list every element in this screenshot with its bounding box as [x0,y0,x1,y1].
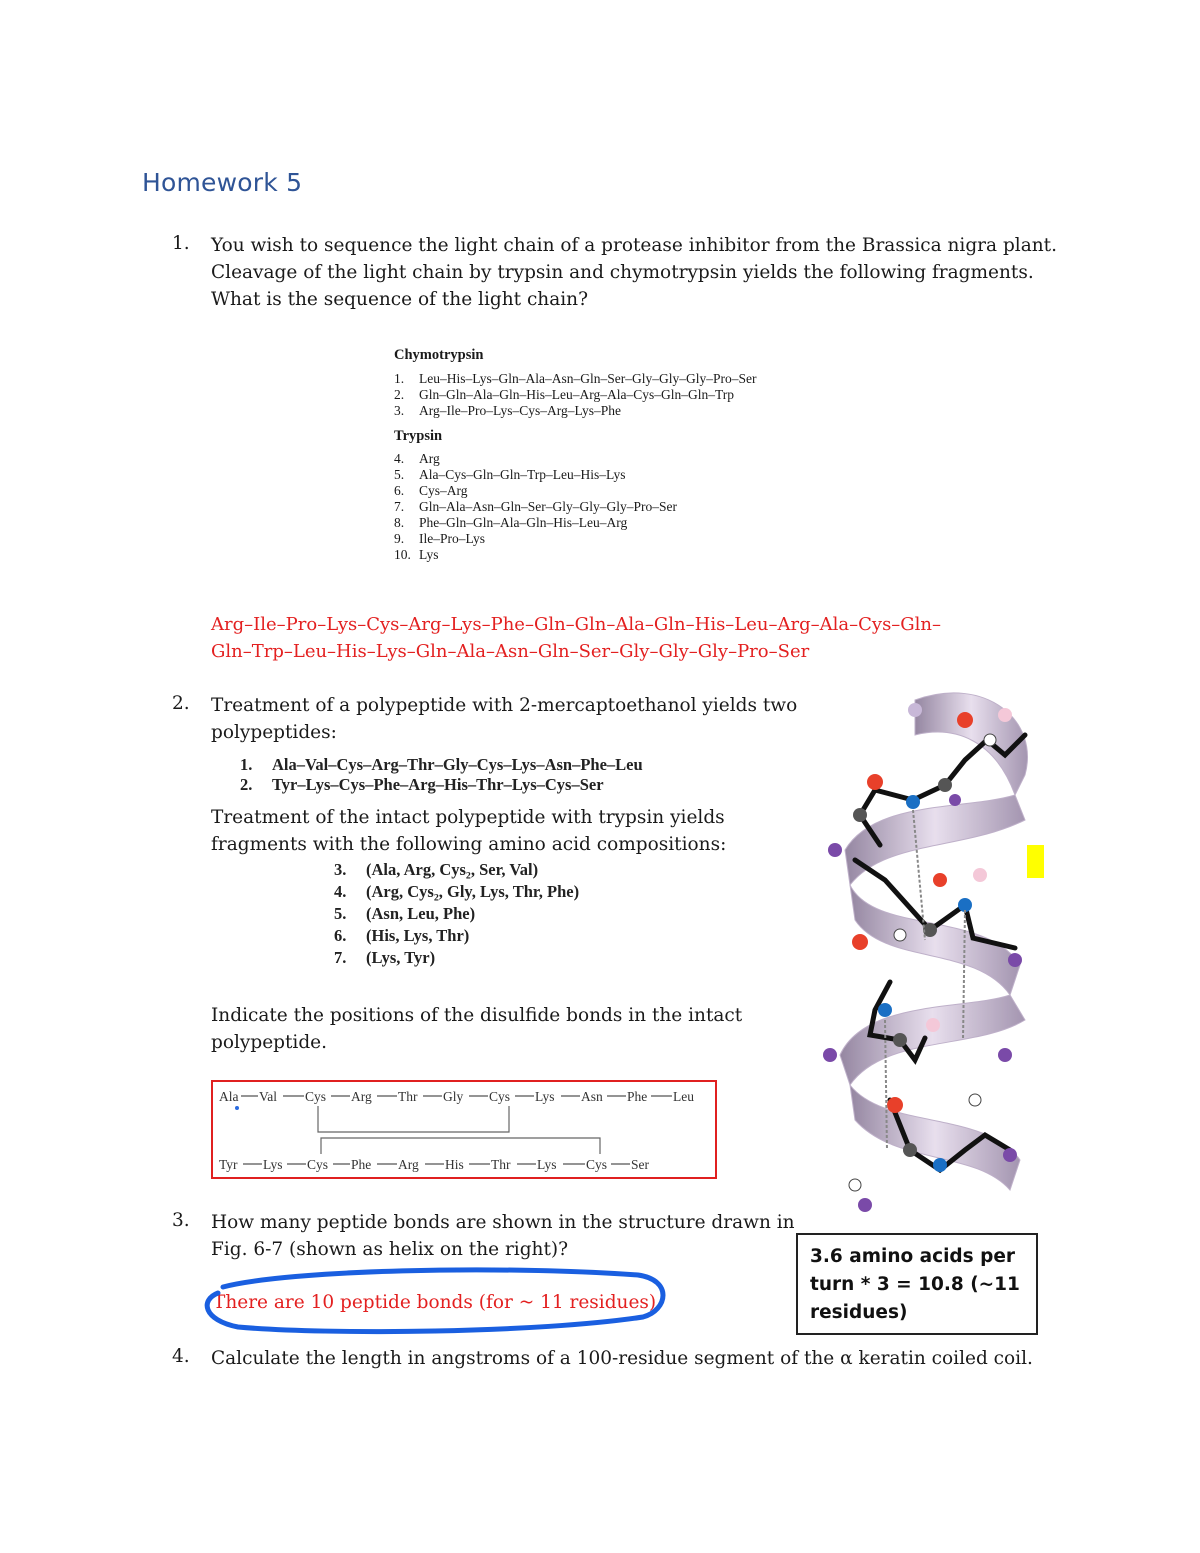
fragment-line: 6. Cys–Arg [394,483,468,498]
composition-line: 7. (Lys, Tyr) [334,948,436,967]
note-line: 3.6 amino acids per [810,1246,1016,1267]
residue-bottom: Thr [491,1157,511,1172]
residue-top: Phe [627,1089,648,1104]
disulfide-bonds [318,1106,600,1154]
q2-middle [211,804,811,858]
residue-top: Arg [351,1089,372,1104]
fragment-line: 3. Arg–Ile–Pro–Lys–Cys–Arg–Lys–Phe [394,403,622,418]
residue-bottom: Tyr [219,1157,238,1172]
q2-intro-line: Treatment of a polypeptide with 2-mercaptoethanol yields two [211,695,798,716]
q2-question-line: Indicate the positions of the disulfide bonds in the intact [211,1005,743,1026]
fragment-line: 8. Phe–Gln–Gln–Ala–Gln–His–Leu–Arg [394,515,628,530]
helix-ribbon [840,693,1027,1190]
highlight-mark [1027,845,1044,878]
answer-circle [198,1265,673,1340]
composition-line: 6. (His, Lys, Thr) [334,926,470,945]
fragment-line: 10. Lys [394,547,439,562]
q3-text [211,1209,811,1263]
fragment-line: 4. Arg [394,451,440,466]
q1-text [211,232,1111,313]
fragment-line: 9. Ile–Pro–Lys [394,531,485,546]
q2-question [211,1002,811,1056]
trypsin-heading: Trypsin [394,428,443,444]
fragment-line: 2. Gln–Gln–Ala–Gln–His–Leu–Arg–Ala–Cys–Gln–Gln–Trp [394,387,735,402]
q4-number: 4. [172,1346,190,1367]
residue-bottom: His [445,1157,464,1172]
composition-line: 4. (Arg, Cys₂, Gly, Lys, Thr, Phe) [334,882,580,901]
alpha-helix-figure [815,680,1045,1225]
q2-intro [211,692,811,746]
residue-top: Thr [398,1089,418,1104]
disulfide-answer-box [211,1080,717,1179]
q2-middle-line: Treatment of the intact polypeptide with trypsin yields [211,807,725,828]
q3-answer: There are 10 peptide bonds (for ~ 11 residues) [213,1292,657,1313]
q1-answer-line: Arg–Ile–Pro–Lys–Cys–Arg–Lys–Phe–Gln–Gln–Ala–Gln–His–Leu–Arg–Ala–Cys–Gln– [211,614,942,635]
residue-top: Gly [443,1089,464,1104]
fragment-figure [394,347,834,563]
residue-top: Val [259,1089,277,1104]
q3-number: 3. [172,1210,190,1231]
q1-number: 1. [172,233,190,254]
q3-line: Fig. 6-7 (shown as helix on the right)? [211,1239,569,1260]
q1-answer-line: Gln–Trp–Leu–His–Lys–Gln–Ala–Asn–Gln–Ser–Gly–Gly–Gly–Pro–Ser [211,641,810,662]
residue-bottom: Phe [351,1157,372,1172]
q1-answer [211,611,1111,665]
residue-top: Lys [535,1089,555,1104]
q2-question-line: polypeptide. [211,1032,328,1053]
q2-middle-line: fragments with the following amino acid compositions: [211,834,727,855]
q2-intro-line: polypeptides: [211,722,337,743]
q1-line: You wish to sequence the light chain of a protease inhibitor from the Brassica nigra plant. [211,235,1057,256]
residue-bottom: Lys [537,1157,557,1172]
q3-line: How many peptide bonds are shown in the structure drawn in [211,1212,795,1233]
polypeptide-line: 1. Ala–Val–Cys–Arg–Thr–Gly–Cys–Lys–Asn–Phe–Leu [240,755,643,774]
residue-top: Cys [305,1089,327,1104]
fragment-line: 5. Ala–Cys–Gln–Gln–Trp–Leu–His–Lys [394,467,626,482]
chymotrypsin-heading: Chymotrypsin [394,347,484,363]
residue-bottom: Cys [586,1157,608,1172]
q4-text: Calculate the length in angstroms of a 100-residue segment of the α keratin coiled coil. [211,1348,1033,1369]
fragment-line: 1. Leu–His–Lys–Gln–Ala–Asn–Gln–Ser–Gly–Gly–Gly–Pro–Ser [394,371,757,386]
q1-line: Cleavage of the light chain by trypsin and chymotrypsin yields the following fragments. [211,262,1034,283]
residue-bottom: Ser [631,1157,649,1172]
residue-top: Cys [489,1089,511,1104]
residue-top: Ala [219,1089,239,1104]
note-line: residues) [810,1302,908,1323]
fragment-line: 7. Gln–Ala–Asn–Gln–Ser–Gly–Gly–Gly–Pro–Ser [394,499,677,514]
polypeptide-list [240,755,643,795]
composition-list [334,859,579,969]
composition-line: 5. (Asn, Leu, Phe) [334,904,476,923]
residue-top: Leu [673,1089,694,1104]
residue-top: Asn [581,1089,603,1104]
residue-bottom: Cys [307,1157,329,1172]
helix-illustration [815,680,1045,1225]
disulfide-diagram [211,1080,717,1179]
peptide-bonds [241,1096,672,1164]
note-line: turn * 3 = 10.8 (~11 [810,1274,1020,1295]
residue-bottom: Arg [398,1157,419,1172]
q1-line: What is the sequence of the light chain? [211,289,589,310]
composition-line: 3. (Ala, Arg, Cys₂, Ser, Val) [334,860,539,879]
q2-number: 2. [172,693,190,714]
marker-dot [235,1106,239,1110]
page-title: Homework 5 [142,168,303,197]
residue-bottom: Lys [263,1157,283,1172]
note-box [796,1233,1038,1335]
polypeptide-line: 2. Tyr–Lys–Cys–Phe–Arg–His–Thr–Lys–Cys–Ser [240,775,604,794]
